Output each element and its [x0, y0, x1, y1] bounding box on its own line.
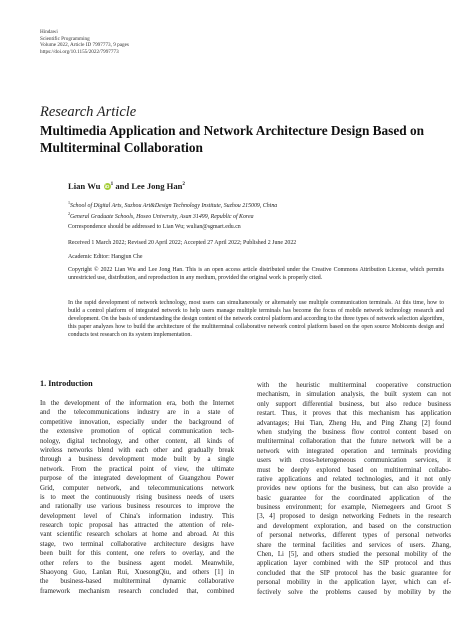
body-text-line: In the development of the information era, both the Internet — [40, 400, 234, 407]
body-text-line: the business-based multiterminal dynamic collaborative — [40, 578, 234, 586]
body-text-line: network with integrated operation and terminals providing — [257, 447, 451, 455]
body-text-line: when studying the business flow control content based on — [257, 428, 451, 436]
body-text-line: [3, 4] proposed to design networking Fednets in the research — [257, 513, 451, 521]
affiliations — [68, 199, 277, 222]
body-text-line: of personal networks, different types of personal networks — [257, 532, 451, 540]
body-column-left — [40, 399, 234, 596]
article-type: Research Article — [40, 104, 137, 120]
section-heading: 1. Introduction — [40, 379, 93, 388]
body-text-line: restart. Thus, it proves that this mechanism has application — [257, 410, 451, 418]
affiliation-line — [68, 199, 277, 210]
academic-editor: Academic Editor: Hangjun Che — [68, 254, 143, 260]
body-text-line: research topic proposal has attracted the attention of rele- — [40, 522, 234, 530]
body-text-line: users with cross-heterogeneous communication services, it — [257, 457, 451, 465]
paper-title: Multimedia Application and Network Architecture Design Based on Multiterminal Collaboration — [40, 123, 425, 155]
body-text-line: and development exploration, and based on the construction — [257, 522, 451, 530]
affiliation-line — [68, 210, 277, 221]
author-name[interactable]: Lian Wu — [68, 181, 101, 191]
author-name[interactable]: Lee Jong Han — [131, 181, 183, 191]
affiliation-text: School of Digital Arts, Suzhou Art&Design Technology Institute, Suzhou 215009, China — [70, 202, 278, 209]
correspondence: Correspondence should be addressed to Lian Wu; wulian@sgmart.edu.cn — [68, 224, 241, 230]
body-text-line: development level of China's information industry. This — [40, 512, 234, 520]
body-text-line: the extensive promotion of optical communication tech- — [40, 428, 234, 436]
body-text-line: rative applications and related technologies, and it not only — [257, 475, 451, 483]
body-text-line: application layer combined with the SIP protocol and thus — [257, 560, 451, 568]
body-text-line: stage, two terminal collaborative architecture designs have — [40, 540, 234, 548]
affiliation-number: 2 — [68, 211, 70, 217]
body-text-line: advantages; Hui Tian, Zheng Hu, and Ping Zhang [2] found — [257, 419, 451, 427]
affiliation-marker: 1 — [110, 181, 114, 188]
body-text-line: and the telecommunications industry are in a state of — [40, 409, 234, 417]
volume-info: Volume 2022, Article ID 7997773, 9 pages — [40, 42, 129, 49]
body-text-line: other refers to the business agent model. Meanwhile, — [40, 559, 234, 567]
body-text-line: multiterminal collaboration that the future network will be a — [257, 438, 451, 446]
body-text-line: competitive innovation, especially under the background of — [40, 418, 234, 426]
body-text-line: personal mobility in the application layer, which can ef- — [257, 579, 451, 587]
body-text-line: fectively solve the problems caused by mobility by the — [257, 588, 451, 596]
body-text-line: provides new options for the business, but can also provide a — [257, 485, 451, 493]
body-text-line: wireless networks blend with each other and gradually break — [40, 446, 234, 454]
body-text-line: through a business development mode built by a single — [40, 456, 234, 464]
publisher-name: Hindawi — [40, 29, 58, 35]
body-text-line: mechanism, in simulation analysis, the built system can not — [257, 391, 451, 399]
affiliation-marker: 2 — [182, 181, 186, 188]
copyright-notice: Copyright © 2022 Lian Wu and Lee Jong Han. This is an open access article distributed under the Creative Commons Attribution License, which permits unrestricted use, distribution, and reproduction in any medium, provided the original work is properly cited. — [68, 267, 444, 282]
body-text-line: Shaoyong Guo, Lanlan Rui, XuesongQiu, and others [1] in — [40, 569, 234, 577]
body-text-line: concluded that the SIP protocol has the basic guarantee for — [257, 569, 451, 577]
author-separator: and — [113, 181, 132, 191]
body-column-right — [257, 381, 451, 597]
body-text-line: and rationally use various business resources to improve the — [40, 503, 234, 511]
body-text-line: network. From the practical point of view, the ultimate — [40, 465, 234, 473]
body-text-line: vant scientific research scholars at home and abroad. At this — [40, 531, 234, 539]
affiliation-text: General Graduate Schools, Hoseo University, Asan 31499, Republic of Korea — [70, 214, 254, 221]
body-text-line: business environment; for example, Niemegeers and Groot S — [257, 504, 451, 512]
orcid-icon[interactable]: iD — [104, 184, 110, 189]
author-list — [68, 181, 185, 191]
journal-header — [40, 29, 129, 55]
abstract: In the rapid development of network technology, most users can simultaneously or alternately use multiple communication terminals. At this time, how to build a control platform of integrated network to help users manage multiple terminals has become the focus of mobile network technology research and development. On the basis of understanding the design content of the network control platform and according to the three types of network selection algorithm, this paper analyzes how to build the architecture of the multiterminal collaborative network control platform based on the open source Mobicents design and conducts test research on its system implementation. — [68, 300, 444, 339]
body-text-line: share the terminal facilities and services of users. Zhang, — [257, 541, 451, 549]
body-text-line: purpose of the integrated development of Guangzhou Power — [40, 475, 234, 483]
body-text-line: nology, digital technology, and other content, all kinds of — [40, 437, 234, 445]
body-text-line: Grid, computer network, and telecommunications network — [40, 484, 234, 492]
body-text-line: is to meet the continuously rising business needs of users — [40, 493, 234, 501]
body-text-line: with the heuristic multiterminal cooperative construction — [257, 382, 451, 389]
body-text-line: must be deeply explored based on multiterminal collabo- — [257, 466, 451, 474]
doi-link[interactable]: https://doi.org/10.1155/2022/7997773 — [40, 48, 119, 55]
publication-dates: Received 1 March 2022; Revised 20 April 2022; Accepted 27 April 2022; Published 2 June 2022 — [68, 240, 297, 246]
body-text-line: Chen, Li [5], and others studied the personal mobility of the — [257, 551, 451, 559]
journal-name: Scientific Programming — [40, 35, 90, 42]
body-text-line: been built for this content, one refers to overlay, and the — [40, 550, 234, 558]
affiliation-number: 1 — [68, 200, 70, 205]
body-text-line: basic guarantee for the coordinated application of the — [257, 494, 451, 502]
body-text-line: framework mechanism research concluded that, combined — [40, 587, 234, 595]
body-text-line: only support differential business, but also reduce business — [257, 400, 451, 408]
